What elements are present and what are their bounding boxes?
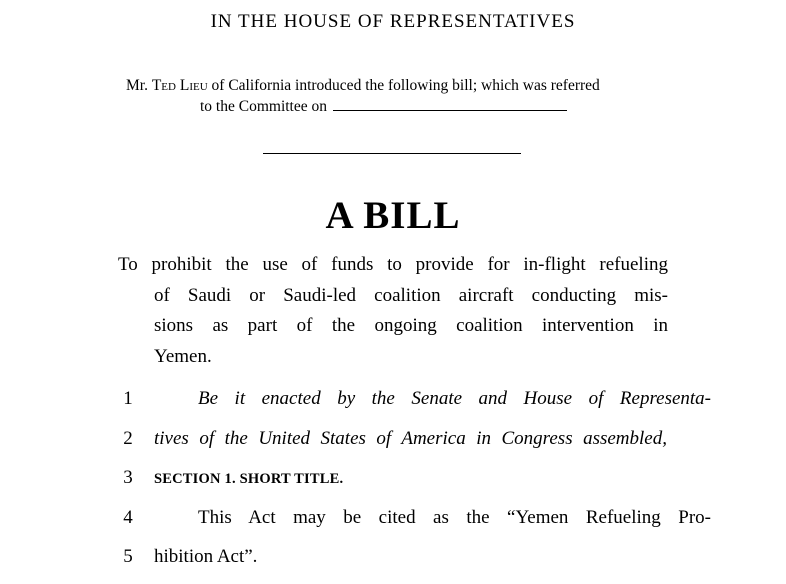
line-number: 4 (123, 507, 133, 528)
sponsor-name: Ted Lieu (151, 77, 208, 94)
purpose-line: sions as part of the ongoing coalition intervention in (154, 315, 668, 336)
short-title-line: hibition Act”. (154, 546, 258, 567)
horizontal-rule (263, 153, 521, 154)
sponsor-prefix: Mr. (126, 77, 148, 94)
bill-purpose (118, 250, 668, 372)
introduction-line-1 (126, 75, 686, 96)
line-number: 2 (123, 428, 133, 449)
purpose-line: Yemen. (154, 345, 212, 367)
introduction-text: of California introduced the following bill; which was referred (211, 77, 600, 94)
line-number: 5 (123, 546, 133, 567)
enacting-clause-line: Be it enacted by the Senate and House of Representa- (198, 388, 711, 409)
purpose-line: To prohibit the use of funds to provide for in-flight refueling (118, 254, 668, 275)
committee-referral-text: to the Committee on (200, 98, 327, 115)
enacting-clause-line: tives of the United States of America in Congress assembled, (154, 428, 667, 449)
section-heading: SECTION 1. SHORT TITLE. (154, 471, 344, 487)
line-number: 1 (123, 388, 133, 409)
introduction-line-2 (126, 96, 686, 117)
purpose-line: of Saudi or Saudi-led coalition aircraft conducting mis- (154, 284, 668, 306)
line-number: 3 (123, 467, 133, 488)
bill-title: A BILL (325, 194, 461, 237)
chamber-heading: IN THE HOUSE OF REPRESENTATIVES (210, 11, 576, 32)
committee-blank-line (333, 98, 567, 111)
bill-introduction (126, 75, 686, 117)
short-title-line: This Act may be cited as the “Yemen Refueling Pro- (198, 507, 711, 528)
